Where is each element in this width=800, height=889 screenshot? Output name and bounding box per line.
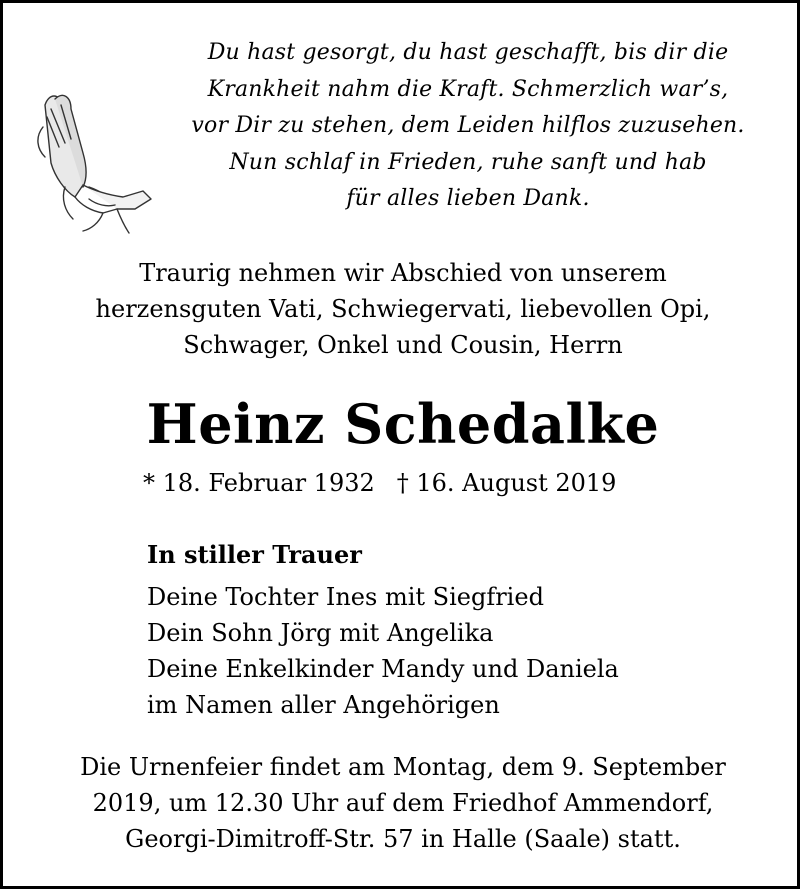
praying-hands-icon: [25, 87, 155, 237]
poem-line: vor Dir zu stehen, dem Leiden hilflos zuzusehen.: [191, 113, 745, 138]
mourner-line: Dein Sohn Jörg mit Angelika: [147, 619, 494, 647]
funeral-line: Georgi-Dimitroff-Str. 57 in Halle (Saale) statt.: [125, 825, 681, 853]
funeral-line: 2019, um 12.30 Uhr auf dem Friedhof Ammendorf,: [92, 789, 714, 817]
birth-date: * 18. Februar 1932: [143, 469, 375, 497]
mourner-line: Deine Tochter Ines mit Siegfried: [147, 583, 544, 611]
mourners-list: [147, 579, 619, 723]
poem-line: Du hast gesorgt, du hast geschafft, bis dir die: [207, 40, 729, 65]
poem-line: Krankheit nahm die Kraft. Schmerzlich war’s,: [207, 76, 729, 102]
intro-line: herzensguten Vati, Schwiegervati, liebevollen Opi,: [95, 295, 711, 323]
poem-line: Nun schlaf in Frieden, ruhe sanft und hab: [229, 149, 707, 175]
death-date: † 16. August 2019: [396, 469, 617, 497]
funeral-line: Die Urnenfeier findet am Montag, dem 9. September: [80, 753, 726, 781]
life-dates: [143, 465, 703, 501]
intro-line: Traurig nehmen wir Abschied von unserem: [139, 259, 667, 287]
intro-line: Schwager, Onkel und Cousin, Herrn: [183, 331, 623, 359]
poem: [153, 35, 783, 218]
mourner-line: Deine Enkelkinder Mandy und Daniela: [147, 655, 619, 683]
intro-text: [3, 255, 800, 363]
poem-line: für alles lieben Dank.: [346, 186, 590, 211]
mourner-line: im Namen aller Angehörigen: [147, 691, 500, 719]
funeral-notice: [3, 749, 800, 857]
mourning-heading: In stiller Trauer: [147, 540, 362, 569]
deceased-name: Heinz Schedalke: [146, 392, 660, 456]
